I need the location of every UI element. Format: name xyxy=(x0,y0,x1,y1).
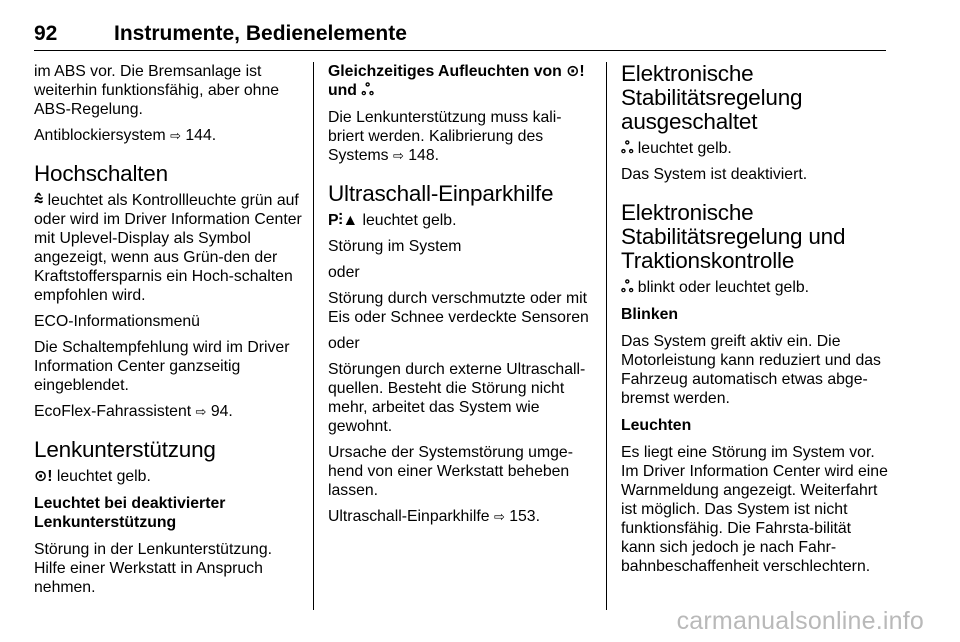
paragraph xyxy=(621,278,889,297)
paragraph-text: Die Lenkunterstützung muss kali-briert werden. Kalibrierung des xyxy=(328,109,562,145)
page-header xyxy=(34,22,886,51)
subheading-steering-off: Leuchtet bei deaktivierter Lenkunterstützung xyxy=(34,495,226,531)
column-1 xyxy=(34,62,306,604)
page-ref[interactable]: 144. xyxy=(185,127,217,144)
paragraph: Es liegt eine Störung im System vor. Im Driver Information Center wird eine Warnmeldung angezeigt. Weiterfahrt ist möglich. Das System ist nicht funktionsfähig. Die Fahrsta-bilität kann sich jedoch je nach Fahr-bahnbeschaffenheit verschlechtern. xyxy=(621,444,888,575)
paragraph: Störungen durch externe Ultraschall-quellen. Besteht die Störung nicht mehr, arbeitet das System wie gewohnt. xyxy=(328,361,586,435)
page-title: Instrumente, Bedienelemente xyxy=(114,22,407,45)
paragraph xyxy=(621,139,889,158)
subheading-text: Gleichzeitiges Aufleuchten von xyxy=(328,63,562,80)
watermark: carmanualsonline.info xyxy=(676,607,924,635)
paragraph-text: Antiblockiersystem xyxy=(34,127,166,144)
paragraph-text: leuchtet als Kontrollleuchte grün auf oder wird im Driver Information Center mit Uplevel-Display als Symbol angezeigt, wenn aus Grün-den der Kraftstoffersparnis ein Hoch-schalten empfohlen wird. xyxy=(34,192,302,304)
subheading-text: und xyxy=(328,82,357,99)
paragraph-text: Systems xyxy=(328,147,389,164)
paragraph: ECO-Informationsmenü xyxy=(34,313,200,330)
esc-icon: ஃ xyxy=(361,82,374,99)
column-divider xyxy=(606,62,607,610)
section-heading-steering: Lenkunterstützung xyxy=(34,437,216,462)
subheading-blink: Blinken xyxy=(621,306,679,323)
paragraph xyxy=(328,507,593,526)
paragraph-text: leuchtet gelb. xyxy=(52,468,151,485)
paragraph: oder xyxy=(328,335,360,352)
paragraph: Das System greift aktiv ein. Die Motorleistung kann reduziert und das Fahrzeug automatisch etwas abge-bremst werden. xyxy=(621,333,881,407)
paragraph-text: leuchtet gelb. xyxy=(633,140,732,157)
paragraph: Die Schaltempfehlung wird im Driver Information Center ganzseitig eingeblendet. xyxy=(34,339,290,394)
paragraph-text: Ultraschall-Einparkhilfe xyxy=(328,508,490,525)
column-divider xyxy=(313,62,314,610)
page-ref[interactable]: 148. xyxy=(408,147,440,164)
page-ref-arrow-icon: ⇨ xyxy=(170,128,181,143)
paragraph xyxy=(328,108,593,165)
paragraph xyxy=(34,126,306,145)
paragraph-text: EcoFlex-Fahrassistent xyxy=(34,403,192,420)
paragraph-text: leuchtet gelb. xyxy=(358,212,457,229)
esc-off-icon: ஃ xyxy=(621,140,634,157)
esc-icon: ஃ xyxy=(621,279,634,296)
paragraph: Ursache der Systemstörung umge-hend von einer Werkstatt beheben lassen. xyxy=(328,444,573,499)
paragraph: Störung in der Lenkunterstützung. Hilfe einer Werkstatt in Anspruch nehmen. xyxy=(34,541,272,596)
page-ref[interactable]: 153. xyxy=(509,508,540,525)
subheading-simultaneous xyxy=(328,62,593,100)
paragraph: Das System ist deaktiviert. xyxy=(621,166,808,183)
page-ref[interactable]: 94. xyxy=(210,403,233,420)
steering-warning-icon: ⊙! xyxy=(566,63,585,80)
paragraph xyxy=(34,467,306,486)
steering-warning-icon: ⊙! xyxy=(34,468,53,485)
section-heading-esc: Elektronische Stabilitätsregelung und Traktionskontrolle xyxy=(621,200,846,273)
paragraph: Störung im System xyxy=(328,238,462,255)
section-heading-park-assist: Ultraschall-Einparkhilfe xyxy=(328,181,554,206)
page-ref-arrow-icon: ⇨ xyxy=(493,509,505,524)
paragraph: oder xyxy=(328,264,360,281)
paragraph: Störung durch verschmutzte oder mit Eis oder Schnee verdeckte Sensoren xyxy=(328,290,589,326)
paragraph xyxy=(34,191,306,305)
section-heading-upshift: Hochschalten xyxy=(34,161,168,186)
section-heading-esc-off: Elektronische Stabilitätsregelung ausgeschaltet xyxy=(621,61,803,134)
subheading-light: Leuchten xyxy=(621,417,692,434)
page-ref-arrow-icon: ⇨ xyxy=(195,404,207,419)
paragraph xyxy=(328,211,593,230)
column-2 xyxy=(328,62,593,533)
park-assist-icon: P⫶▲ xyxy=(328,212,359,229)
column-3 xyxy=(621,62,889,583)
page-ref-arrow-icon: ⇨ xyxy=(392,148,404,163)
upshift-icon: ⩯ xyxy=(34,192,44,209)
paragraph-text: blinkt oder leuchtet gelb. xyxy=(633,279,810,296)
paragraph xyxy=(34,402,306,421)
paragraph: im ABS vor. Die Bremsanlage ist weiterhin funktionsfähig, aber ohne ABS-Regelung. xyxy=(34,63,280,118)
page-number: 92 xyxy=(34,22,58,45)
